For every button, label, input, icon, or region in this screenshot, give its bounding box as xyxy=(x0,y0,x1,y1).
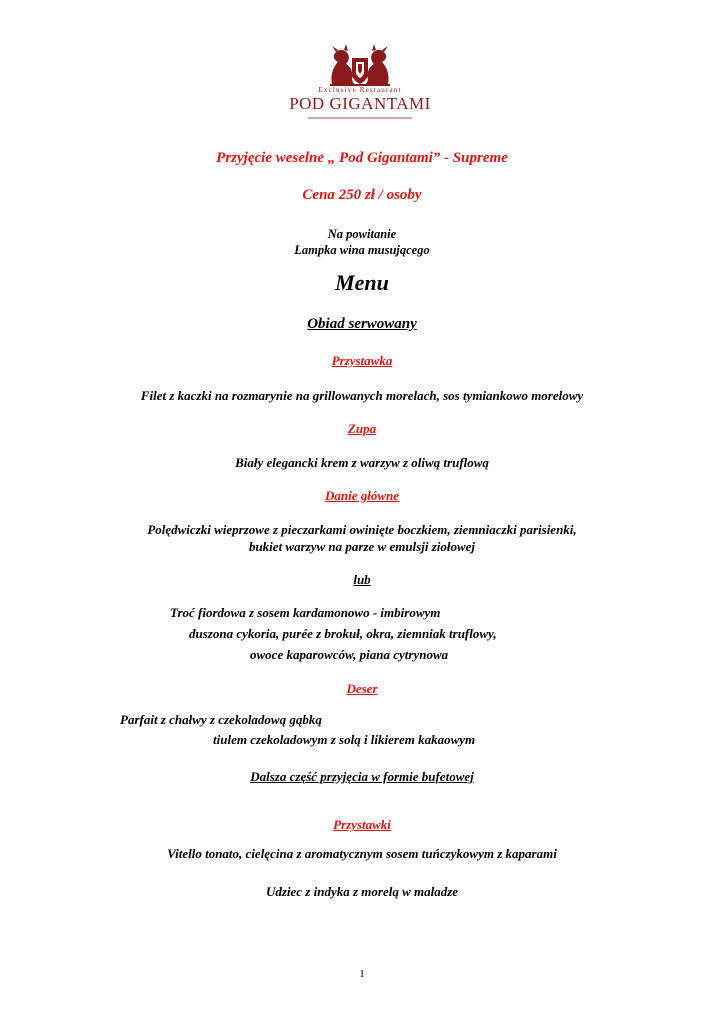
soup-heading: Zupa xyxy=(347,421,377,436)
buffet-item: Udziec z indyka z morelą w maladze xyxy=(265,884,459,899)
dessert-line: tiulem czekoladowym z solą i likierem kakaowym xyxy=(213,732,476,747)
buffet-item: Vitello tonato, cielęcina z aromatycznym sosem tuńczykowym z kaparami xyxy=(167,846,557,861)
main-option2-line: Troć fiordowa z sosem kardamonowo - imbirowym xyxy=(170,605,441,620)
starter-item: Filet z kaczki na rozmarynie na grillowanych morelach, sos tymiankowo morelowy xyxy=(140,388,584,403)
menu-title: Menu xyxy=(335,270,389,295)
soup-item: Biały elegancki krem z warzyw z oliwą truflową xyxy=(235,455,489,470)
main-option2-line: owoce kaparowców, piana cytrynowa xyxy=(250,647,449,662)
buffet-heading: Dalsza część przyjęcia w formie bufetowej xyxy=(250,769,474,784)
price-line: Cena 250 zł / osoby xyxy=(302,187,422,203)
document-title: Przyjęcie weselne „ Pod Gigantami” - Supreme xyxy=(216,150,508,166)
restaurant-logo xyxy=(280,44,440,124)
logo-subtitle: Exclusive Restaurant xyxy=(318,86,402,94)
dessert-heading: Deser xyxy=(346,681,378,696)
main-option1-line: bukiet warzyw na parze w emulsji ziołowej xyxy=(248,539,476,554)
welcome-item: Lampka wina musującego xyxy=(294,243,430,257)
main-option2-line: duszona cykoria, purée z brokuł, okra, ziemniak truflowy, xyxy=(189,626,497,641)
main-option1-line: Polędwiczki wieprzowe z pieczarkami owinięte boczkiem, ziemniaczki parisienki, xyxy=(147,522,577,537)
or-separator: lub xyxy=(353,572,371,587)
logo-divider xyxy=(280,116,440,120)
welcome-label: Na powitanie xyxy=(327,227,397,241)
buffet-starters-heading: Przystawki xyxy=(333,817,391,832)
served-heading: Obiad serwowany xyxy=(307,316,417,332)
starter-heading: Przystawka xyxy=(331,353,393,368)
logo-name: POD GIGANTAMI xyxy=(289,94,431,113)
lion-crest-icon xyxy=(280,44,440,88)
main-heading: Danie główne xyxy=(324,488,400,503)
page-number: 1 xyxy=(359,968,365,980)
dessert-line: Parfait z chałwy z czekoladową gąbką xyxy=(120,712,322,727)
